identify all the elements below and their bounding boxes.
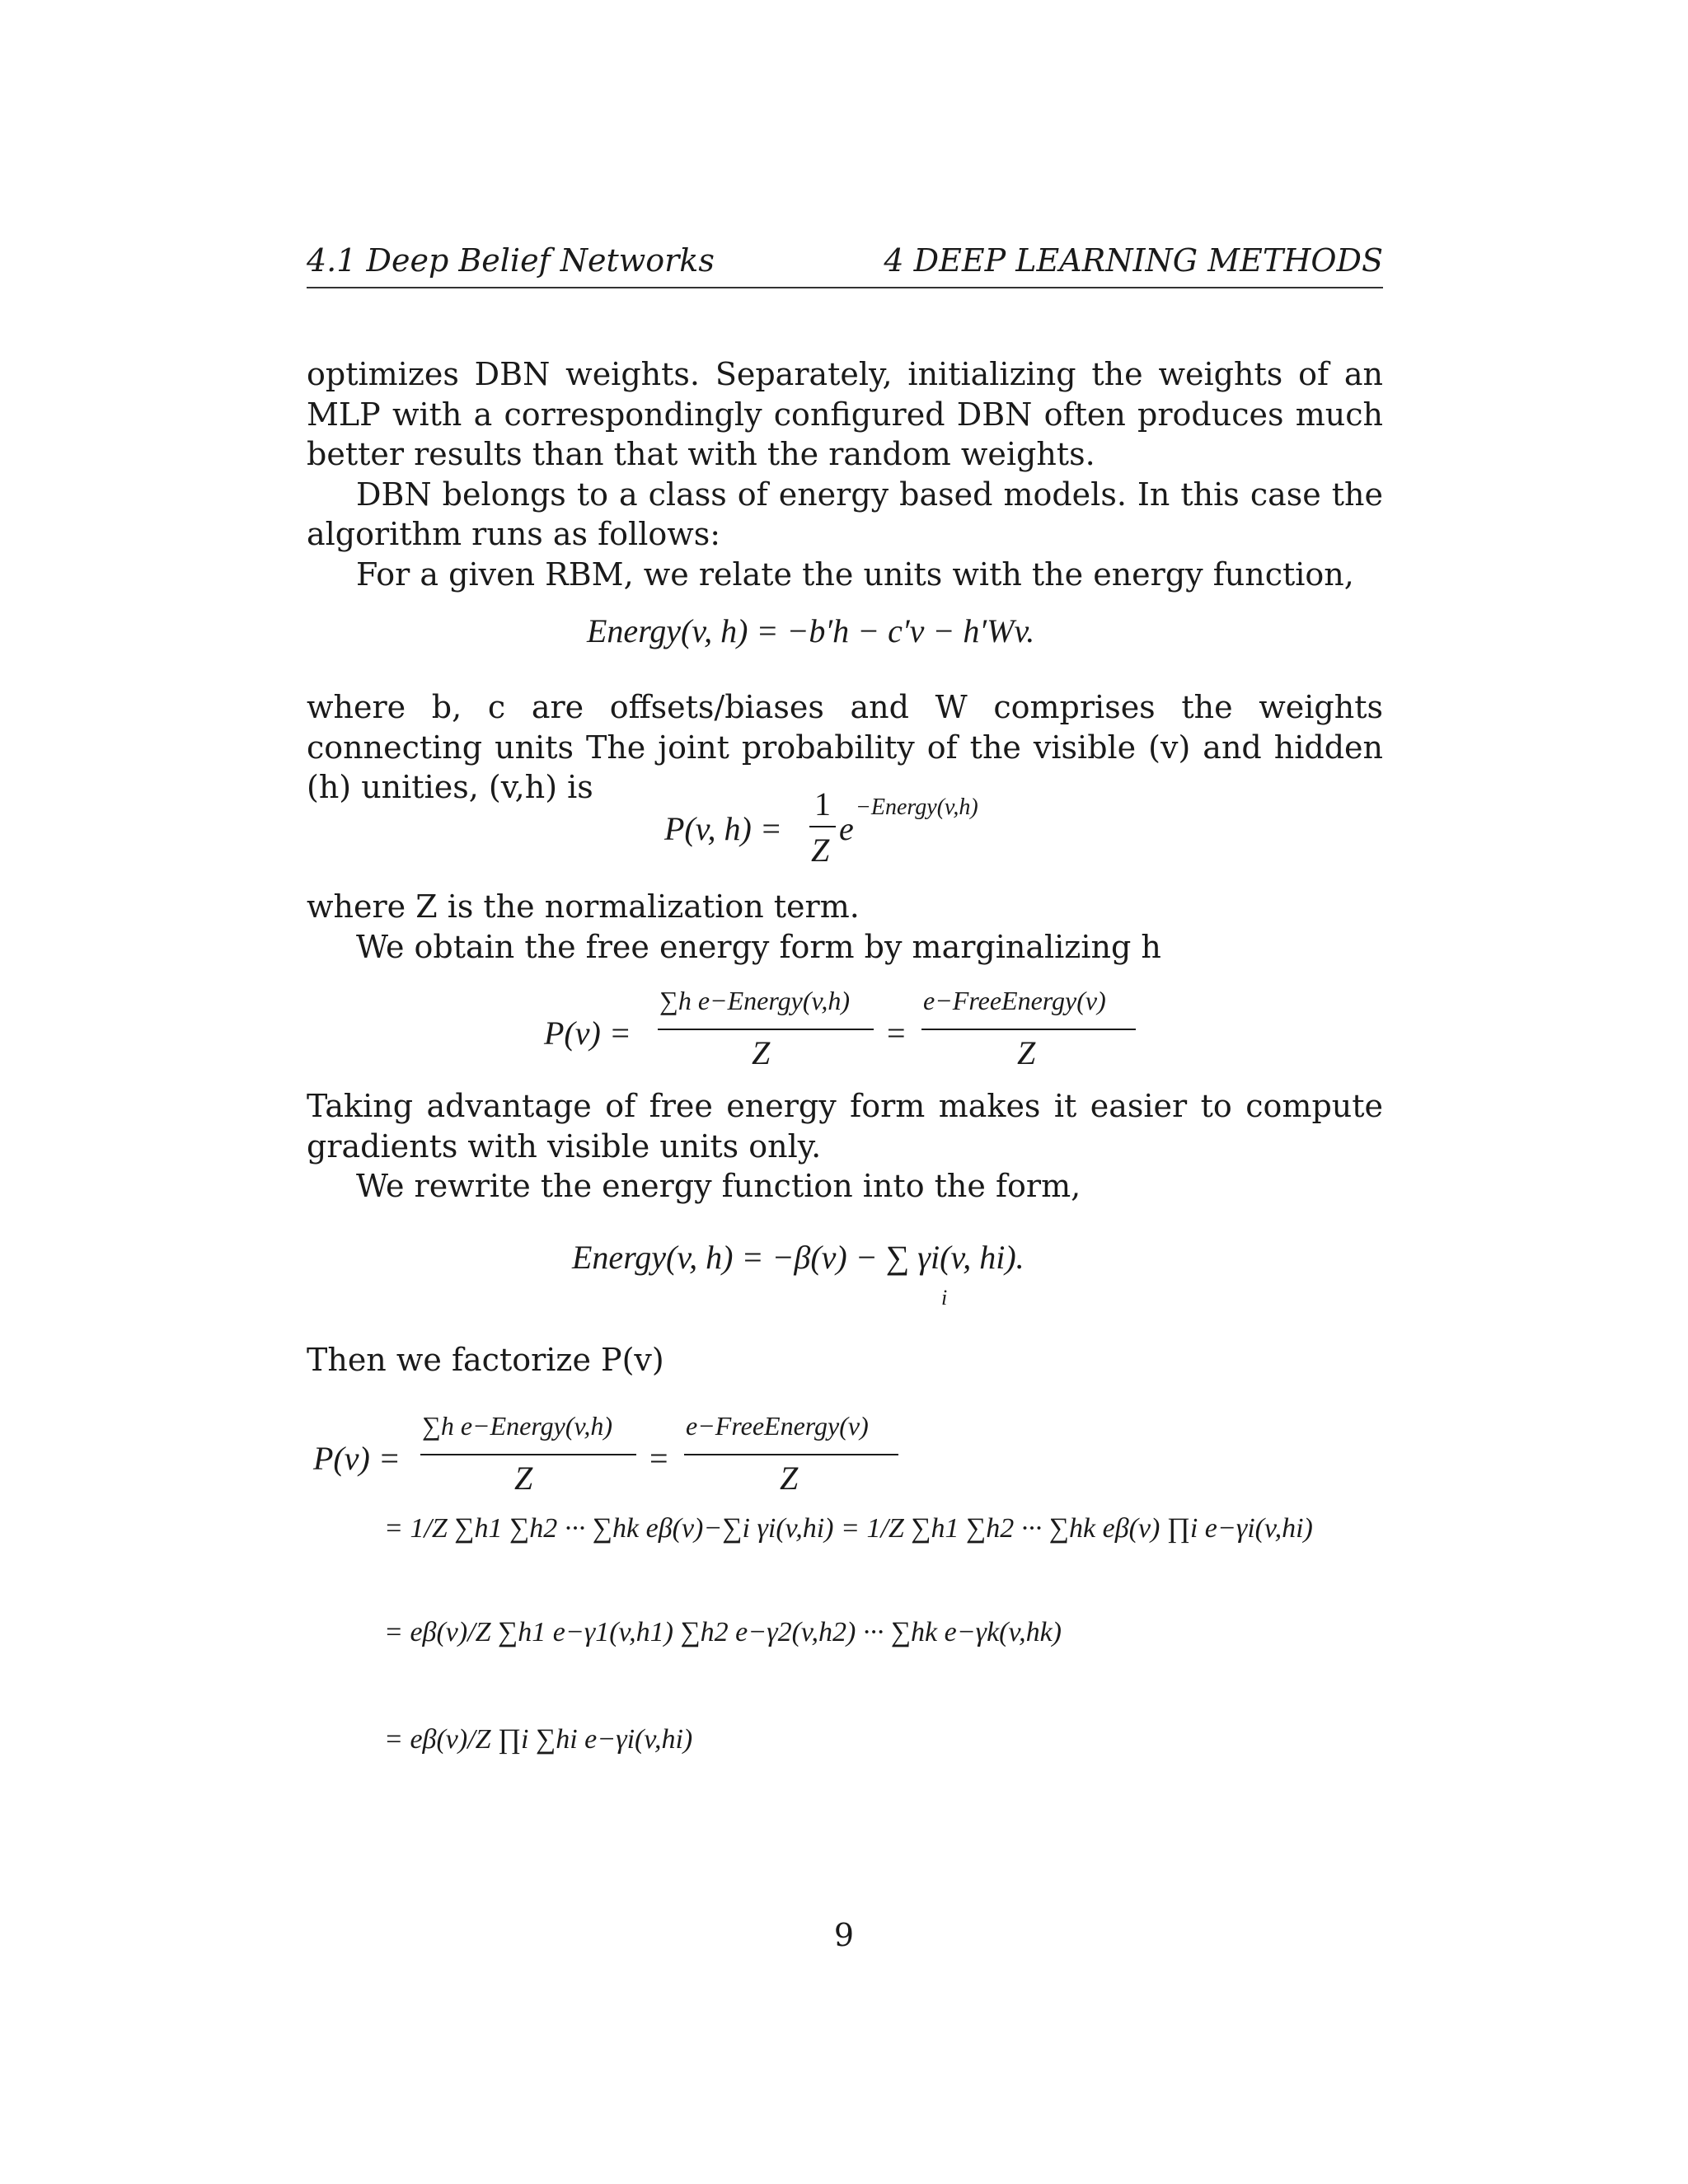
body-text-5: [307, 1340, 1383, 1380]
body-text-2: [307, 687, 1383, 808]
body-text: [307, 354, 1383, 594]
paragraph-5: where Z is the normalization term.: [307, 888, 860, 925]
paragraph-6: We obtain the free energy form by marginalizing h: [356, 928, 1161, 965]
free-bar2: [921, 1029, 1136, 1030]
equation-factorization: [313, 1411, 1385, 1807]
free-den1: Z: [752, 1034, 771, 1071]
free-num2: e−FreeEnergy(v): [923, 986, 1106, 1015]
equation-rewrite: [572, 1238, 1025, 1320]
body-text-3: [307, 887, 1383, 967]
paragraph-2: DBN belongs to a class of energy based models. In this case the algorithm runs as follows:: [307, 476, 1383, 552]
paragraph-9: Then we factorize P(v): [307, 1342, 664, 1378]
paragraph-4: where b, c are offsets/biases and W comprises the weights connecting units The joint probability of the visible (v) and hidden (h) unities, (v,h) is: [307, 689, 1383, 805]
factor-line4: = eβ(v)/Z ∏i ∑hi e−γi(v,hi): [384, 1724, 693, 1755]
factor-line1-bar1: [420, 1454, 636, 1455]
paragraph-8: We rewrite the energy function into the form,: [356, 1168, 1081, 1204]
factor-line1-bar2: [684, 1454, 898, 1455]
free-lhs: P(v) =: [544, 1015, 631, 1052]
joint-den: Z: [811, 832, 830, 869]
rewrite-text: Energy(v, h) = −β(v) − ∑ γi(v, hi).: [572, 1239, 1025, 1276]
factor-line1-num2: e−FreeEnergy(v): [686, 1411, 869, 1441]
paragraph-7: Taking advantage of free energy form makes it easier to compute gradients with visible units only.: [307, 1088, 1383, 1165]
joint-lhs: P(v, h) =: [664, 810, 782, 847]
factor-line1-eq: =: [649, 1440, 668, 1477]
page-number: 9: [833, 1917, 855, 1953]
factor-line2: = 1/Z ∑h1 ∑h2 ··· ∑hk eβ(v)−∑i γi(v,hi) = 1/Z ∑h1 ∑h2 ··· ∑hk eβ(v) ∏i e−γi(v,hi): [384, 1513, 1313, 1544]
factor-line1-den2: Z: [780, 1460, 799, 1497]
free-bar1: [658, 1029, 874, 1030]
free-den2: Z: [1017, 1034, 1036, 1071]
body-text-4: [307, 1086, 1383, 1207]
factor-line1-lhs: P(v) =: [313, 1440, 401, 1477]
header-chapter-title: 4 DEEP LEARNING METHODS: [884, 242, 1383, 279]
joint-num: 1: [814, 785, 831, 823]
paragraph-3: For a given RBM, we relate the units with the energy function,: [356, 555, 1354, 593]
equation-energy: [587, 612, 1034, 650]
equation-energy-text: Energy(v, h) = −b′h − c′v − h′Wv.: [587, 612, 1035, 649]
joint-fraction-bar: [809, 826, 836, 827]
header-section-title: 4.1 Deep Belief Networks: [307, 242, 715, 279]
factor-line1-den1: Z: [514, 1460, 533, 1497]
joint-exp-sup: −Energy(v,h): [856, 794, 978, 820]
joint-exp-base: e: [839, 810, 854, 847]
free-num1: ∑h e−Energy(v,h): [659, 986, 850, 1015]
free-eq: =: [887, 1015, 906, 1052]
factor-line1-num1: ∑h e−Energy(v,h): [422, 1411, 612, 1441]
paragraph-1: optimizes DBN weights. Separately, initializing the weights of an MLP with a correspondingly configured DBN often produces much better results than that with the random weights.: [307, 356, 1383, 472]
running-header: [307, 239, 1383, 288]
factor-line3: = eβ(v)/Z ∑h1 e−γ1(v,h1) ∑h2 e−γ2(v,h2) ··· ∑hk e−γk(v,hk): [384, 1617, 1062, 1647]
rewrite-sum-index: i: [941, 1286, 948, 1310]
